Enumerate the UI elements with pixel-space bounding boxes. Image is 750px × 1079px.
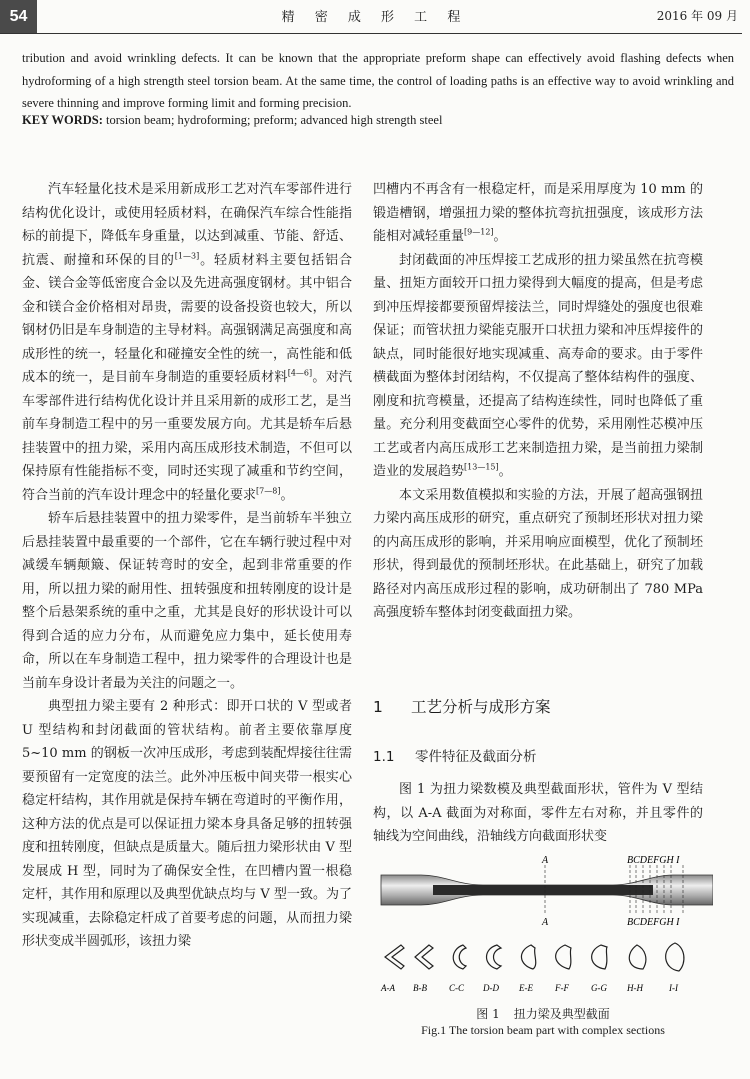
figure-caption-en: Fig.1 The torsion beam part with complex sections bbox=[421, 1023, 665, 1037]
keywords bbox=[22, 113, 734, 128]
torsion-beam-diagram bbox=[373, 853, 713, 1003]
journal-title: 精 密 成 形 工 程 bbox=[281, 10, 469, 25]
section-heading-1-1: 1.1 零件特征及截面分析 bbox=[373, 749, 537, 765]
section-label: B-B bbox=[413, 983, 427, 993]
marker-a-top: A bbox=[542, 855, 549, 866]
left-paragraph-2: 轿车后悬挂装置中的扭力梁零件，是当前轿车半独立后悬挂装置中最重要的一个部件，它在车辆行驶过程中对减缓车辆颠簸、保证转弯时的安全，起到非常重要的作用，所以扭力梁的耐用性、扭转强度和扭转刚度的设计是整个后悬架系统的重中之重，尤其是良好的形状设计可以得到合适的应力分布，从而避免应力集中，延长使用寿命，所以在车身制造工程中，扭力梁零件的合理设计也是当前车身设计者最为关注的问题之一。 bbox=[22, 511, 352, 691]
citation: [9—12] bbox=[464, 227, 494, 237]
section-label: E-E bbox=[519, 983, 533, 993]
right-column bbox=[373, 178, 703, 625]
left-paragraph-1: 汽车轻量化技术是采用新成形工艺对汽车零部件进行结构优化设计，或使用轻质材料，在确保汽车综合性能指标的前提下，降低车身重量，以达到减重、节能、舒适、抗震、耐撞和环保的目的[1—3]。轻质材料主要包括铝合金、镁合金等低密度合金以及先进高强度钢材。其中铝合金和镁合金价格相对昂贵，需要的设备投资也较大，所以钢材仍旧是车身制造的主导材料。高强钢满足高强度和高成形性的统一，轻量化和碰撞安全性的统一，高性能和低成本的统一，是目前车身制造的重要轻质材料[4—6]。对汽车零部件进行结构优化设计并且采用新的成形工艺，是当前车身制造工程中的另一重要发展方向。尤其是轿车后悬挂装置中的扭力梁，采用内高压成形技术制造，不但可以保持原有性能指标不变，同时还实现了减重和节约空间，符合当前的汽车设计理念中的轻量化要求[7—8]。 bbox=[22, 182, 352, 503]
section-heading-1: 1 工艺分析与成形方案 bbox=[373, 698, 551, 716]
citation: [13—15] bbox=[464, 462, 499, 472]
beam-dark-core bbox=[433, 885, 653, 895]
citation: [7—8] bbox=[256, 486, 281, 496]
right-paragraph-2: 封闭截面的冲压焊接工艺成形的扭力梁虽然在抗弯模量、扭矩方面较开口扭力梁得到大幅度的提高，但是考虑到冲压焊接都要预留焊接法兰，同时焊缝处的强度也很难保证；而管状扭力梁能克服开口状扭力梁和冲压焊接件的缺点，同时能很好地实现减重、高寿命的要求。由于零件横截面为整体封闭结构，不仅提高了整体结构件的强度、刚度和抗弯模量，还提高了结构连续性，同时也降低了重量。充分利用变截面空心零件的优势，采用刚性芯模冲压工艺或者内高压成形工艺来制造扭力梁，是当前扭力梁制造业的发展趋势[13—15]。 bbox=[373, 252, 703, 479]
citation: [4—6] bbox=[287, 368, 313, 378]
left-column bbox=[22, 178, 352, 954]
section-label: I-I bbox=[669, 983, 678, 993]
section-1-1-text: 图 1 为扭力梁数模及典型截面形状，管件为 V 型结构，以 A-A 截面为对称面，零件左右对称，并且零件的轴线为空间曲线，沿轴线方向截面形状变 bbox=[373, 782, 703, 844]
section-label: C-C bbox=[449, 983, 465, 993]
marker-group-bottom: BCDEFGH I bbox=[627, 917, 680, 928]
citation: [1—3] bbox=[174, 251, 200, 261]
section-label: F-F bbox=[555, 983, 569, 993]
left-paragraph-3: 典型扭力梁主要有 2 种形式：即开口状的 V 型或者 U 型结构和封闭截面的管状结构。前者主要依靠厚度 5~10 mm 的钢板一次冲压成形，考虑到装配焊接往往需要预留有一定宽度的法兰。此外冲压板中间夹带一根实心稳定杆结构，其作用就是保持车辆在弯道时的平衡作用，这种方法的优点是可以保证扭力梁本身具备足够的扭转强度和扭转刚度，但缺点是质量大。随后扭力梁形状由 V 型发展成 H 型，同时为了确保安全性，在凹槽内置一根稳定杆，其作用和原理以及典型优缺点均与 V 型一致。为了实现减重，去除稳定杆成了首要考虑的问题，从而扭力梁形状变成半圆弧形，该扭力梁 bbox=[22, 699, 352, 949]
abstract-tail: tribution and avoid wrinkling defects. It can be known that the appropriate preform shape can effectively avoid flashing defects when hydroforming of a high strength steel torsion beam. At the same time, the control of loading paths is an effective way to avoid wrinkling and severe thinning and improve forming limit and forming precision. bbox=[22, 51, 734, 110]
marker-a-bottom: A bbox=[542, 917, 549, 928]
page-number: 54 bbox=[0, 0, 37, 34]
header-rule bbox=[0, 33, 742, 34]
section-label: D-D bbox=[483, 983, 499, 993]
section-labels bbox=[380, 983, 679, 993]
section-label: A-A bbox=[381, 983, 395, 993]
cross-sections bbox=[385, 943, 684, 971]
right-paragraph-1: 凹槽内不再含有一根稳定杆，而是采用厚度为 10 mm 的锻造槽钢，增强扭力梁的整体抗弯抗扭强度，该成形方法能相对减轻重量[9—12]。 bbox=[373, 182, 703, 244]
marker-group-top: BCDEFGH I bbox=[627, 855, 680, 866]
keywords-text: torsion beam; hydroforming; preform; advanced high strength steel bbox=[102, 113, 443, 127]
keywords-label: KEY WORDS: bbox=[22, 113, 103, 127]
issue-date: 2016 年 09 月 bbox=[656, 9, 738, 23]
section-label: H-H bbox=[627, 983, 643, 993]
right-paragraph-3: 本文采用数值模拟和实验的方法，开展了超高强钢扭力梁内高压成形的研究，重点研究了预制坯形状对扭力梁的内高压成形的影响，并采用响应面模型，优化了预制坯形状，得到最优的预制坯形状。在此基础上，研究了加载路径对内高压成形过程的影响，成功研制出了 780 MPa 高强度轿车整体封闭变截面扭力梁。 bbox=[373, 487, 703, 620]
figure-caption-cn: 图 1 扭力梁及典型截面 bbox=[476, 1007, 610, 1021]
section-label: G-G bbox=[591, 983, 607, 993]
